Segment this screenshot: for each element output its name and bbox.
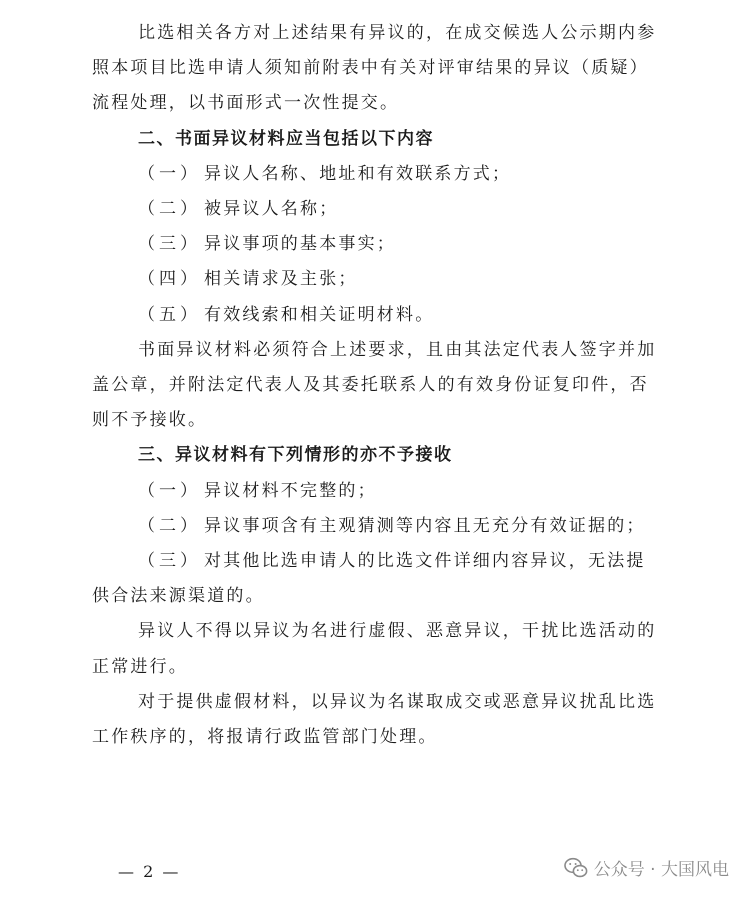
- text-line: 工作秩序的，将报请行政监管部门处理。: [92, 727, 438, 748]
- text-line: 流程处理，以书面形式一次性提交。: [92, 93, 400, 114]
- text-line: 则不予接收。: [92, 410, 208, 431]
- item-number: （二）: [138, 199, 201, 220]
- item-text: 异议事项含有主观猜测等内容且无充分有效证据的；: [204, 515, 646, 536]
- rejection-cases-list: [92, 474, 672, 615]
- item-number: （三）: [138, 234, 201, 255]
- wechat-icon: [564, 857, 588, 879]
- text-line: 异议人不得以异议为名进行虚假、恶意异议，干扰比选活动的: [138, 621, 657, 642]
- item-text: 有效线索和相关证明材料。: [204, 304, 435, 325]
- item-number: （一）: [138, 480, 201, 501]
- text-line: 盖公章，并附法定代表人及其委托联系人的有效身份证复印件，否: [92, 375, 649, 396]
- list-item: [92, 474, 672, 509]
- list-item: [92, 227, 672, 262]
- paragraph-penalty: [92, 685, 672, 755]
- section-heading-3: 三、异议材料有下列情形的亦不予接收: [138, 445, 453, 466]
- item-text: 相关请求及主张；: [204, 269, 358, 290]
- list-item: [92, 544, 672, 579]
- text-line: 正常进行。: [92, 656, 188, 677]
- list-item: [92, 298, 672, 333]
- text-line: 比选相关各方对上述结果有异议的，在成交候选人公示期内参: [138, 23, 657, 43]
- watermark: [564, 855, 729, 880]
- section-heading-2: 二、书面异议材料应当包括以下内容: [138, 128, 434, 149]
- list-item-continuation: 供合法来源渠道的。: [92, 586, 265, 607]
- list-item: [92, 509, 672, 544]
- text-line: 对于提供虚假材料，以异议为名谋取成交或恶意异议扰乱比选: [138, 691, 657, 712]
- item-number: （一）: [138, 163, 201, 184]
- item-number: （五）: [138, 304, 201, 325]
- watermark-text: 公众号 · 大国风电: [593, 860, 729, 880]
- list-item: [92, 192, 672, 227]
- paragraph-signature-requirements: [92, 333, 672, 439]
- item-number: （二）: [138, 515, 201, 536]
- text-line: 书面异议材料必须符合上述要求，且由其法定代表人签字并加: [138, 339, 657, 360]
- required-contents-list: [92, 157, 672, 333]
- item-text: 被异议人名称；: [204, 199, 339, 220]
- item-text: 对其他比选申请人的比选文件详细内容异议，无法提: [204, 551, 646, 572]
- item-text: 异议人名称、地址和有效联系方式；: [204, 163, 512, 184]
- list-item: [92, 262, 672, 297]
- item-text: 异议事项的基本事实；: [204, 234, 396, 255]
- item-number: （三）: [138, 551, 201, 572]
- item-number: （四）: [138, 269, 201, 290]
- paragraph-objection-procedure: [92, 16, 672, 122]
- document-body: [92, 16, 672, 755]
- list-item: [92, 157, 672, 192]
- item-text: 异议材料不完整的；: [204, 480, 377, 501]
- paragraph-no-false-objection: [92, 614, 672, 684]
- page-number: — 2 —: [118, 862, 181, 881]
- text-line: 照本项目比选申请人须知前附表中有关对评审结果的异议（质疑）: [92, 58, 649, 79]
